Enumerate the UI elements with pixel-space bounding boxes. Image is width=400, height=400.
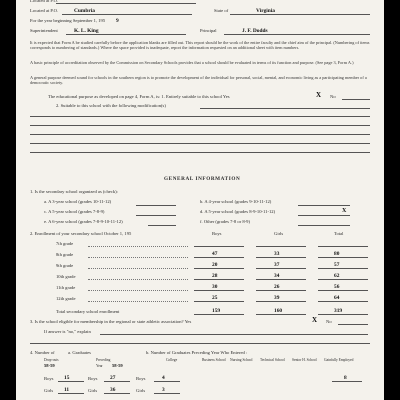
q4-boys-graduates-line [104,381,130,382]
q3-check: X [312,316,318,324]
superintendent-line [66,34,186,35]
q4-nursing-label: Nursing School [230,358,253,362]
item1-check: X [316,91,322,99]
enrollment-girls-value: 34 [274,273,280,279]
q4-employed-line [332,381,362,382]
q1-option-c: c. A 5-year school (grades 7-8-9) [44,209,105,214]
enrollment-grade-label: 9th grade [56,263,74,268]
q3-no-label: No [326,319,332,324]
enrollment-boys-line [194,257,244,258]
enrollment-girls-line [256,246,306,247]
enrollment-grade-label: 8th grade [56,252,74,257]
header-top-line [56,3,196,4]
q4-girls-dropouts-line [58,393,84,394]
q4-girls-label-2: Girls [88,388,98,393]
q3-label: 3. Is the school eligible for membership in the regional or state athletic association? Yes [30,319,192,324]
header-top-label: Located at P.O. [30,0,59,3]
q1-option-a: a. A 3-year school (grades 10-11-12) [44,199,112,204]
enrollment-grade-label: 7th grade [56,241,74,246]
enrollment-leader-dots [88,290,188,291]
item1-no-label: No [330,94,336,99]
q1-option-f-line [298,225,350,226]
intro-paragraph: It is expected that Form A be studied carefully before the application blanks are filled out. This report should be the work of the entire faculty and the chief aim of the principal. (Numbering of items corresponds to numbering of standards.) Where the space provided is inadequate, report the information requested on an additional sheet with item numbers. [30,40,370,51]
q1-option-c-line [136,215,176,216]
general-info-title: GENERAL INFORMATION [164,176,241,182]
q2-total-label: Total secondary school enrollment [56,309,120,314]
enrollment-boys-value: 25 [212,295,218,301]
q4-girls-college-line [154,393,180,394]
standard-paragraph: A basic principle of accreditation observed by the Commission on Secondary Schools provides that a school should be evaluated in terms of its function and purpose. (See page 3, Form A.) [30,60,354,65]
q2-col-girls: Girls [274,231,284,236]
q3-no-line [338,324,368,325]
superintendent-label: Superintendent [30,28,58,33]
q3-explain-label: If answer is "no," explain [44,329,91,334]
q1-label: 1. Is the secondary school organized as (check): [30,189,118,194]
principal-line [224,34,370,35]
enrollment-boys-line [194,268,244,269]
q2-total-total-line [318,314,368,315]
year-label: For the year beginning September 1, 195 [30,18,106,23]
purpose-paragraph: A general purpose deemed sound for schools in the southern region is to promote the development of the individual for personal, social, mental, and economic living as a participating member of a democratic society. [30,75,367,86]
enrollment-boys-line [194,279,244,280]
enrollment-boys-value: 28 [212,273,218,279]
q4-dropouts-label: Drop-outs [44,358,59,362]
enrollment-total-line [318,290,368,291]
enrollment-leader-dots [88,246,188,247]
item1-no-line [342,99,370,100]
enrollment-total-value: 56 [334,284,340,290]
q4-girls-graduates: 36 [110,387,116,393]
item2-line [200,108,370,109]
q2-total-girls: 160 [274,308,283,314]
enrollment-girls-value: 33 [274,251,280,257]
q4-preceding-year: 58-59 [112,363,123,368]
located-at-label: Located at P.O. [30,8,59,13]
q1-option-d-mark: X [342,208,347,214]
q4-label: 4. Number of [30,350,55,355]
q2-label: 2. Enrollment of your secondary school October 1, 195 [30,231,132,236]
q4-employed-label: Gainfully Employed [324,358,354,362]
q4-year-label: Year [96,364,103,368]
located-at-value: Cumbria [74,7,95,14]
q2-total-girls-line [256,314,306,315]
enrollment-total-line [318,246,368,247]
year-value: 9 [116,17,119,24]
q1-option-e-line [148,225,176,226]
q1-option-d: d. A 5-year school (grades 8-9-10-11-12) [200,209,276,214]
blank-line-2 [30,125,370,126]
enrollment-boys-value: 20 [212,262,218,268]
located-at-line [62,14,192,15]
enrollment-total-value: 80 [334,251,340,257]
q1-option-e: e. A 6-year school (grades 7-8-9-10-11-12) [44,219,123,224]
document-page [16,0,384,400]
enrollment-grade-label: 12th grade [56,296,76,301]
item1-text: The educational purpose as developed on page 4, Form A, is: 1. Entirely suitable to this school Yes [48,94,230,99]
enrollment-grade-label: 11th grade [56,285,76,290]
enrollment-girls-line [256,279,306,280]
q2-total-boys: 159 [212,308,221,314]
enrollment-total-line [318,279,368,280]
enrollment-girls-line [256,257,306,258]
q4-b-label: b. Number of Graduates Preceding Year Who Entered : [146,350,248,355]
state-line [230,14,370,15]
blank-line-5 [30,152,370,153]
q1-option-b: b. A 4-year school (grades 9-10-11-12) [200,199,272,204]
q4-college-label: College [166,358,178,362]
enrollment-boys-line [194,246,244,247]
q4-a-label: a. Graduates [68,350,91,355]
q4-boys-label-3: Boys [136,376,146,381]
enrollment-total-line [318,301,368,302]
q4-boys-graduates: 27 [110,375,116,381]
state-label: State of [214,8,229,13]
item2-text: 2. Suitable to this school with the following modification(s) [56,103,166,108]
q4-boys-dropouts: 15 [64,375,70,381]
enrollment-boys-line [194,301,244,302]
q4-girls-label: Girls [44,388,54,393]
q4-girls-dropouts: 11 [64,387,70,393]
enrollment-total-line [318,257,368,258]
blank-line-4 [30,143,370,144]
q3-explain-line [100,334,368,335]
enrollment-girls-value: 39 [274,295,280,301]
enrollment-leader-dots [88,301,188,302]
q3-blank-line [30,343,370,344]
superintendent-value: K. L. King [74,27,99,34]
q4-girls-graduates-line [104,393,130,394]
q4-girls-college: 3 [162,387,165,393]
q2-total-boys-line [194,314,244,315]
enrollment-grade-label: 10th grade [56,274,76,279]
enrollment-total-value: 57 [334,262,340,268]
enrollment-leader-dots [88,257,188,258]
principal-value: J. F. Dodds [242,27,268,34]
enrollment-girls-line [256,290,306,291]
enrollment-leader-dots [88,279,188,280]
q4-boys-label-2: Boys [88,376,98,381]
q2-total-total: 319 [334,308,343,314]
enrollment-leader-dots [88,268,188,269]
blank-line-3 [30,134,370,135]
enrollment-girls-value: 26 [274,284,280,290]
q4-boys-dropouts-line [58,381,84,382]
q4-business-label: Business School [202,358,226,362]
enrollment-total-value: 64 [334,295,340,301]
q4-senior-label: Senior H. School [292,358,317,362]
q4-preceding-label: Preceding [96,358,111,362]
enrollment-boys-value: 30 [212,284,218,290]
principal-label: Principal [200,28,217,33]
q4-boys-college: 4 [162,375,165,381]
q4-girls-label-3: Girls [136,388,146,393]
q4-boys-label: Boys [44,376,54,381]
q1-option-b-line [298,205,350,206]
q4-boys-college-line [154,381,180,382]
blank-line-1 [30,116,370,117]
enrollment-girls-line [256,301,306,302]
enrollment-total-value: 62 [334,273,340,279]
enrollment-girls-line [256,268,306,269]
q1-option-d-line [298,215,350,216]
q4-dropouts-year: 58-59 [44,363,55,368]
state-value: Virginia [256,7,275,14]
q4-technical-label: Technical School [260,358,285,362]
enrollment-boys-value: 47 [212,251,218,257]
enrollment-boys-line [194,290,244,291]
q2-col-boys: Boys [212,231,222,236]
enrollment-girls-value: 37 [274,262,280,268]
q2-col-total: Total [334,231,344,236]
q1-option-a-line [136,205,176,206]
enrollment-total-line [318,268,368,269]
q4-employed-value: 8 [344,375,347,381]
q1-option-f: f. Other (grades 7-8 or 8-9) [200,219,251,224]
